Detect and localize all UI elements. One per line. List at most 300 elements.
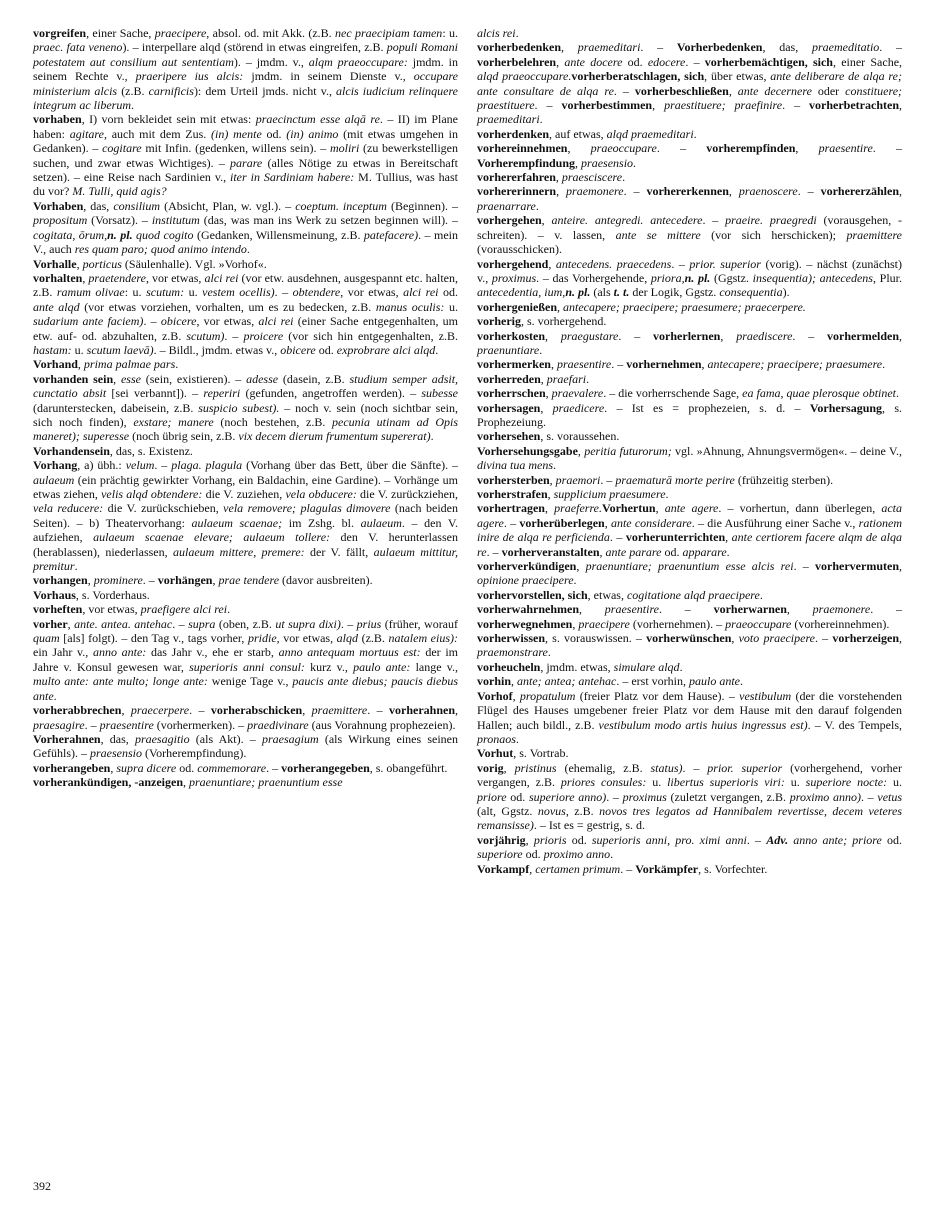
latin-text: manus oculis: [375,299,445,314]
latin-text: prius [356,616,382,631]
dictionary-entry [477,429,902,443]
latin-text: praefari [546,371,587,386]
latin-text: prioris [533,832,567,847]
headword: vorher [33,616,68,631]
latin-text: praemeditatio [811,40,880,55]
column-right [477,26,902,876]
text: , a) übh.: [77,458,126,473]
text: jmdm. in seinem Dienste v., [243,69,414,84]
latin-text: obicere [160,314,197,329]
latin-text: voto praecipere [738,631,815,646]
latin-text: praeire. praegredi [725,213,817,228]
text: od. [438,285,459,300]
text: , das, [83,198,114,213]
latin-text: paulo ante [688,674,740,689]
headword: Vorhandensein [33,443,110,458]
headword: vorherwahrnehmen [477,602,579,617]
text: . – das Vorhergehende, [536,270,651,285]
headword: Vorkampf [477,861,530,876]
text: , vor etwas, [340,285,404,300]
dictionary-entry [33,732,458,761]
headword: vorhervorstellen, sich [477,587,588,602]
dictionary-entry [477,660,902,674]
latin-text: peritia futurorum; [584,443,672,458]
headword: vorhersterben [477,472,550,487]
headword: vorherbemächtigen, sich [704,54,833,69]
text: . – [367,703,390,718]
latin-text: adesse [246,371,279,386]
text: od. [506,789,529,804]
text: , [302,703,312,718]
latin-text: paucis ante diebus; paucis diebus ante [33,674,458,703]
dictionary-entry [477,329,902,358]
latin-text: populi Romani potestatem aut consilium aut sententiam [33,40,458,69]
latin-text: aulaeum mittitur, premitur [33,544,458,574]
latin-text: ramum olivae [56,285,125,300]
latin-text: anno ante: [92,645,147,660]
text: (aus Vorahnung prophezeien). [308,717,456,732]
text: (als Wirkung eines seinen Gefühls). – [33,731,458,761]
latin-text: praemonere [566,184,624,199]
latin-text: praesentire [556,357,612,372]
text: . [175,357,179,372]
text: (vorhermerken). – [153,717,248,732]
text: , [604,515,611,530]
text: im Zshg. bl. [282,515,361,530]
headword: vorherempfinden [706,141,796,156]
text: ). – interpellare alqd (störend in etwas eingreifen, z.B. [122,40,387,55]
latin-text: M. Tulli, quid agis? [72,184,167,199]
text: den V. herunterlassen (herablassen), niederlassen, [33,530,458,559]
text: . – II) im Plane haben: [33,112,458,141]
dictionary-entry [477,674,902,688]
text: [als] folgt). – den Tag v., tags vorher, [59,631,248,646]
headword: vorherig [477,314,521,329]
dictionary-entry [477,386,902,400]
text: , [720,328,737,343]
text: die V. zuziehen, [202,487,286,501]
headword: vorherrschen [477,386,546,401]
text: . – [84,717,100,732]
text: . – [534,98,562,113]
latin-text: praecipere [154,26,207,40]
dictionary-entry [477,213,902,256]
headword: vorherwarnen [713,602,787,617]
text: (Gedanken, Willensmeinung, z.B. [193,227,364,242]
dictionary-entry [477,141,902,170]
latin-text: proximus [491,270,537,285]
text: , [547,487,554,501]
latin-text: aulaeum scaenae elevare; aulaeum tollere: [93,530,331,545]
latin-text: institutum [151,213,200,228]
text: (darunterstecken, dabeisein, z.B. [33,400,199,415]
text: , [579,602,605,617]
text: . – [815,631,833,646]
text: (gefunden, angetroffen werden). – [240,386,422,401]
text: . [573,573,577,588]
text: , [183,775,190,790]
text: od. [566,832,592,847]
text: (vorausschicken). [477,242,562,257]
headword: Vorhang [33,458,78,473]
dictionary-entry [33,775,458,789]
text: u. [184,285,203,300]
text: , einer Sache, [86,26,155,40]
latin-text: exprobrare alci alqd [336,342,436,357]
text: (zu bewerkstelligen suchen, und zwar etwas Wichtiges). – [33,141,459,170]
headword: vorhergehend [477,256,549,271]
headword: vorherwissen [477,631,545,646]
text: . – [172,616,189,631]
latin-text: aulaeum [33,472,75,487]
latin-text: divina tua mens [477,458,553,473]
text: . – [793,559,816,574]
latin-text: nec praecipiam tamen [335,26,443,40]
headword: vorherdenken [477,126,549,141]
headword: Vorhut [477,746,514,761]
text: oder [811,83,846,98]
text: ). [782,285,790,300]
text: , [540,371,547,386]
text: der im Jahre v. Konsul gewesen war, [33,645,458,674]
text: . – [266,760,282,775]
latin-text: exstare; manere [133,414,214,429]
latin-text: antecedens [819,270,873,285]
headword: Vorhersagung [809,400,883,415]
text: , [549,472,556,487]
text: , [121,703,131,718]
text: M. Tullius, was hast du vor? [33,170,458,199]
text: , [511,674,518,689]
text: (früher, worauf [381,616,459,631]
latin-text: praesensio [581,155,634,170]
text: . – [671,256,690,271]
text: das Jahr v., ehe er starb, [146,645,279,660]
text: die V. zurückziehen, [356,487,459,501]
latin-text: antecapere; praecipere; praesumere [707,357,883,372]
latin-text: coeptum. inceptum [295,198,387,213]
headword: vorherstrafen [477,487,548,501]
dictionary-entry [33,112,458,198]
headword: vorherahnen [389,703,456,718]
text: [sei verbannt]). – [106,386,204,401]
latin-text: praecinctum esse alqā re [255,112,380,127]
dictionary-entry [477,833,902,862]
headword: vorhererzählen [820,184,900,199]
text: , s. obangeführt. [369,760,448,775]
text: , [725,530,732,545]
latin-text: moliri [329,141,360,156]
latin-text: praeripere ius alcis: [135,69,244,84]
latin-text: commemorare [197,760,267,775]
headword: vorhermelden [827,328,900,343]
latin-text: carnificis [148,83,194,98]
text: . – [613,83,635,98]
headword: vorherbetrachten [809,98,899,113]
text: (als Akt). – [189,731,262,746]
text: . – [640,40,677,55]
grammar-label: t. t. [613,285,630,300]
latin-text: vetus [877,789,903,804]
text: , vor etwas, [196,314,259,329]
text: . [53,688,57,703]
text: . – [682,760,708,775]
text: , [795,141,819,156]
text: , [899,328,903,343]
text: . [246,242,250,257]
headword: vorheften [33,602,83,617]
latin-text: praesagium [262,731,319,746]
text: od. [661,544,683,559]
latin-text: vestibulum modo artis huius ingressus est) [598,717,808,732]
text: . – V. des Tempels, [807,717,902,732]
latin-text: porticus [82,256,122,271]
latin-text: praediscere [736,328,793,343]
headword: Vorhof [477,688,513,703]
text: , [503,760,515,775]
latin-text: pronaos [477,731,516,746]
dictionary-entry [33,617,458,703]
latin-text: cogitare [102,141,142,156]
headword: Vorherbedenken [676,40,763,55]
headword: vorherwünschen [646,631,732,646]
latin-text: edocere [647,54,686,69]
text: , auf etwas, [549,126,607,141]
latin-text: obicere [280,342,316,357]
headword: vorhereinnehmen [477,141,568,156]
text: (davor ausbreiten). [279,573,373,588]
latin-text: praemonere [812,602,871,617]
text: , [899,559,902,574]
text: . [665,487,669,501]
latin-text: hastam: [33,342,72,357]
latin-text: supplicium praesumere [553,487,666,501]
text: (Vorhang über das Bett, über die Sänfte). – [242,458,459,473]
headword: vorig [477,760,504,775]
text: , [110,760,117,775]
latin-text: prior. superior [689,256,761,271]
text: , s. Vortrab. [513,746,569,761]
latin-text: esse [120,371,141,386]
headword: vorherbestimmen [561,98,653,113]
dictionary-entry [477,689,902,747]
text: , das, s. Existenz. [109,443,193,458]
headword: vorhergehen [477,213,542,228]
text: , [701,357,708,372]
latin-text: obtendere [292,285,341,300]
text: u. [646,775,668,790]
latin-text: pristinus [514,760,557,775]
headword: Vorherahnen [33,731,101,746]
latin-text: antecapere; praecipere; praesumere; praecerpere. [563,299,806,314]
text: vgl. »Ahnung, Ahnungsvermögen«. – deine V., [671,443,902,458]
latin-text: superioris anni consul: [189,659,305,674]
headword: vorhersehen [477,429,541,444]
latin-text: superiore anno) [528,789,607,804]
latin-text: praesensio [90,746,142,761]
text: (das, was man ins Werk zu setzen beginnen will). – [199,213,459,228]
text: u. [444,299,459,314]
text: . – [154,458,172,473]
dictionary-entry [477,401,902,430]
headword: vorhermerken [477,357,551,372]
text: ): dem Urteil jmds. nicht v., [193,83,337,98]
text: od. [315,342,337,357]
dictionary-entry [33,271,458,357]
text: . – den V. aufziehen, [33,515,458,545]
latin-text: vela removere; plagulas dimovere [223,501,391,516]
page-number: 392 [33,1179,51,1193]
latin-text: novos tres legatos ad Hannibalem revertisse, decem veteres remansisse) [477,803,902,833]
dictionary-entry [477,588,902,602]
text: . [539,342,543,357]
text: (ein prächtig gewirkter Vorhang, ein Baldachin, eine Gardine). – Vorhänge um etwas ziehen, [33,472,458,501]
text: , [576,559,586,574]
latin-text: alqd [336,631,359,646]
text: (sein, existieren). – [140,371,247,386]
headword: vorherzeigen [832,631,900,646]
headword: vorhalten [33,270,83,285]
column-left [33,26,458,790]
headword: vorhaben [33,112,82,127]
text: (vorhergehend, vorher vergangen, z.B. [477,760,903,790]
text: . – [486,544,502,559]
dictionary-entry [33,761,458,775]
text: , [555,170,562,185]
text: . – die vorherrschende Sage, [603,386,743,401]
text: . [553,458,556,473]
text: . [586,371,590,386]
latin-text: paulo ante: [353,659,411,674]
latin-text: praesentire [604,602,659,617]
text: . – [782,98,810,113]
text: . – [189,703,211,718]
dictionary-entry [477,357,902,371]
latin-text: aulaeum mittere, premere: [172,544,305,559]
latin-text: anno ante; priore [793,832,882,847]
latin-text: scutum) [186,328,225,343]
latin-text: priora, [650,270,685,285]
latin-text: praecerpere [130,703,190,718]
text: , [67,616,75,631]
text: jmdm. in seinem Rechte v., [33,54,458,84]
latin-text: priore [477,789,507,804]
text: . [430,429,434,444]
latin-text: ante se mittere [615,227,701,242]
text: od. [261,126,287,141]
latin-text: consequentia [719,285,783,300]
latin-text: cogitatione alqd praecipere [626,587,760,602]
headword: vorhervermuten [815,559,899,574]
latin-text: aulaeum scaenae; [191,515,283,530]
text: (ehemalig, z.B. [556,760,651,775]
headword: vorhernehmen [626,357,702,372]
latin-text: (in) animo [286,126,339,141]
text: . – [609,530,626,545]
latin-text: status) [650,760,683,775]
headword: vorjährig [477,832,526,847]
dictionary-entry [477,26,902,40]
latin-text: proximo anno [543,847,611,862]
latin-text: ante docere [564,54,623,69]
text: ). – jmdm. v., [233,54,309,69]
text: , jmdm. etwas, [540,659,614,674]
text: . – [503,515,520,530]
text: (zuletzt vergangen, z.B. [666,789,790,804]
latin-text: propositum [33,213,88,228]
headword: Vorhersehungsgabe [477,443,578,458]
dictionary-entry [33,26,458,112]
dictionary-entry [477,170,902,184]
dictionary-entry [33,602,458,616]
latin-text: natalem eius): [388,631,459,646]
text: : u. [442,26,458,40]
text: die V. zurückschieben, [103,501,224,516]
dictionary-entry [477,184,902,213]
latin-text: quam [33,631,60,646]
latin-text: propatulum [519,688,576,703]
text: , [77,357,84,372]
text: , [577,443,585,458]
headword: vorherwegnehmen [477,616,573,631]
text: , [899,184,903,199]
latin-text: patefacere) [363,227,419,242]
headword: vorherreden [477,371,541,386]
text: , [728,184,739,199]
latin-text: rationem inire de alqa re perficienda [477,515,903,545]
latin-text: (in) mente [211,126,262,141]
latin-text: praenuntiare; praenuntium esse [189,775,343,790]
dictionary-entry [33,458,458,573]
text: wenige Tage v., [207,674,293,689]
text: , [525,832,534,847]
text: , [567,141,591,156]
latin-text: alci rei [204,270,239,285]
text: , [540,400,553,415]
headword: vorherbeschließen [634,83,729,98]
latin-text: praenoscere [738,184,798,199]
headword: vorhersagen [477,400,541,415]
text: , [544,501,555,516]
text: (z.B. [117,83,149,98]
dictionary-entry [477,761,902,833]
text: (vorig). – nächst (zunächst) v., [477,256,903,285]
latin-text: scutum laevā) [86,342,154,357]
latin-text: ante deliberare de alqa re; ante consultare de alqa re [477,69,902,98]
latin-text: alqd praemeditari [606,126,694,141]
latin-text: supra [188,616,216,631]
dictionary-entry [477,300,902,314]
dictionary-entry [477,372,902,386]
latin-text: alqm praeoccupare: [308,54,408,69]
headword: vorhererinnern [477,184,557,199]
headword: Vorhalle [33,256,77,271]
text: , absol. od. mit Akk. (z.B. [206,26,335,40]
text: . [882,357,886,372]
text: . [515,26,519,40]
dictionary-entry [33,573,458,587]
dictionary-entry [33,357,458,371]
text: (z.B. [358,631,389,646]
text: , s. Prophezeiung. [477,400,903,429]
text: . – [143,314,161,329]
latin-text: alcis rei [477,26,516,40]
headword: Vorhertun [602,501,656,516]
latin-text: praemittere [846,227,902,242]
dictionary-entry [477,127,902,141]
text: . – [340,616,357,631]
latin-text: praesagitio [134,731,190,746]
